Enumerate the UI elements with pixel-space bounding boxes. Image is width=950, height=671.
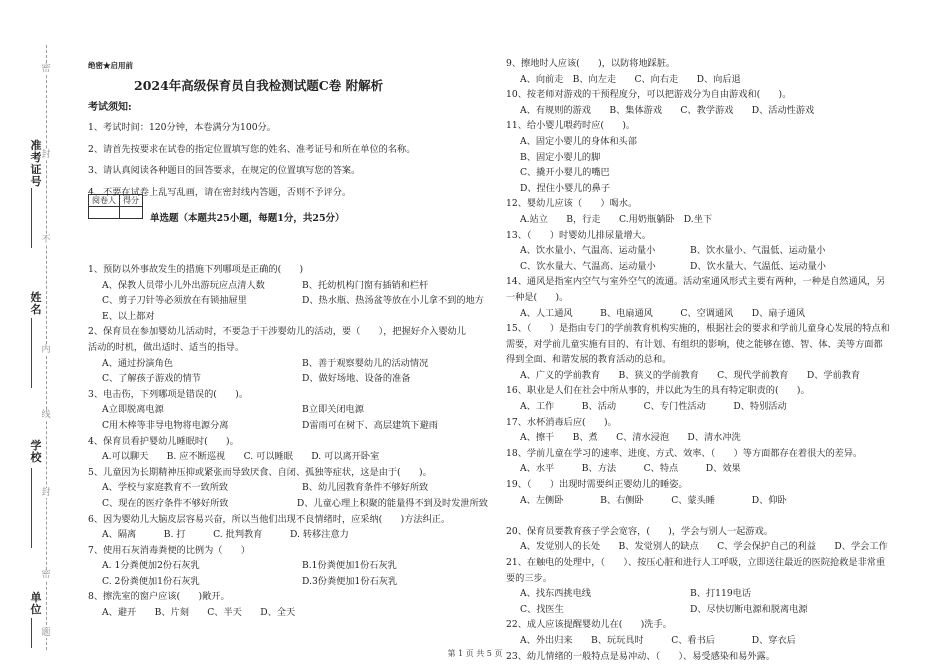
option-b: B、善于观察婴幼儿的活动情况 xyxy=(302,357,429,369)
question-text: 一种是( )。 xyxy=(506,291,569,303)
question-text: 21、在触电的处理中，（ ）、按压心脏和进行人工呼吸，立即送往最近的医院抢救是非常重 xyxy=(506,557,886,568)
notice-heading: 考试须知: xyxy=(88,102,132,113)
answer-option xyxy=(88,574,488,590)
notice-item: 3、请认真阅读各种题目的回答要求，在规定的位置填写您的答案。 xyxy=(88,165,361,176)
seal-mark: 密 xyxy=(41,64,51,74)
option-a: C、了解孩子游戏的情节 xyxy=(102,373,201,385)
option-a: C、饮水量大、气温高、运动量小 xyxy=(520,260,656,272)
answer-option: A、避开 B、片刻 C、半天 D、全天 xyxy=(102,607,296,619)
option-a: A、找东西挑电线 xyxy=(520,588,591,600)
option-a: A立即脱离电源 xyxy=(102,404,164,416)
option-b: D、做好场地、设备的准备 xyxy=(302,373,411,385)
answer-option xyxy=(88,418,488,434)
notice-item: 1、考试时间：120分钟，本卷满分为100分。 xyxy=(88,122,276,133)
option-a: A、保教人员带小儿外出游玩应点清人数 xyxy=(102,279,265,291)
question-text: 9、擦地时人应该( )，以防将地踩脏。 xyxy=(506,58,676,69)
binding-margin xyxy=(0,0,70,671)
answer-option xyxy=(88,480,488,496)
question-text: 17、水杯消毒后应( )。 xyxy=(506,416,617,428)
option-a: A、通过扮演角色 xyxy=(102,357,173,369)
answer-option xyxy=(506,602,926,618)
option-b: D、尽快切断电源和脱离电源 xyxy=(690,603,808,615)
seal-mark: 密 xyxy=(41,570,51,580)
answer-option: A、外出归来 B、玩玩具时 C、看书后 D、穿衣后 xyxy=(520,634,796,646)
option-b: B、托幼机构门窗有插销和栏杆 xyxy=(302,279,429,291)
option-b: B.1份粪便加1份石灰乳 xyxy=(302,560,397,572)
question-text: 12、婴幼儿应该（ ）喝水。 xyxy=(506,198,638,210)
answer-option: A、水平 B、方法 C、特点 D、效果 xyxy=(520,463,741,475)
notice-item: 2、请首先按要求在试卷的指定位置填写您的姓名、准考证号和所在单位的名称。 xyxy=(88,143,416,155)
question-text: 2、保育员在参加婴幼儿活动时，不要急于干涉婴幼儿的活动，要（ ），把握好介入婴幼儿 xyxy=(88,326,466,338)
page-title: 2024年高级保育员自我检测试题C卷 附解析 xyxy=(134,78,384,93)
answer-option xyxy=(88,356,488,372)
option-b: D、儿童心理上积聚的能量得不到及时发泄所致 xyxy=(296,497,488,509)
question-text: 13、（ ）时婴幼儿排尿量增大。 xyxy=(506,229,651,241)
binding-label-unit: 单 位 xyxy=(30,591,42,616)
option-b: D.3份粪便加1份石灰乳 xyxy=(302,575,398,587)
question-text: 22、成人应该提醒婴幼儿在( )洗手。 xyxy=(506,619,672,631)
binding-label-exam-id: 准 考 证 号 xyxy=(30,139,42,188)
answer-option xyxy=(88,402,488,418)
answer-option: A、广义的学前教育 B、狭义的学前教育 C、现代学前教育 D、学前教育 xyxy=(520,369,861,381)
question-text: 4、保育员看护婴幼儿睡眠时( )。 xyxy=(88,435,239,447)
question-text: 8、擦洗室的窗户应该( )敞开。 xyxy=(88,591,230,603)
question-text: 6、因为婴幼儿大脑皮层容易兴奋，所以当他们出现不良情绪时，应采纳( )方法纠正。 xyxy=(88,513,451,525)
option-b: D雷雨可在树下、高层建筑下避雨 xyxy=(302,419,438,431)
answer-option: A.可以聊天 B. 应不断巡视 C. 可以睡眠 D. 可以离开卧室 xyxy=(102,451,380,463)
answer-option xyxy=(88,496,488,512)
answer-option: A、发觉别人的长处 B、发觉别人的缺点 C、学会保护自己的利益 D、学会工作 xyxy=(520,541,888,553)
seal-mark: 不 xyxy=(41,235,51,245)
option-a: C、现在的医疗条件不够好所致 xyxy=(102,497,229,509)
question-text: 15、（ ）是指由专门的学前教育机构实施的，根据社会的要求和学前儿童身心发展的特点和 xyxy=(506,323,890,335)
seal-mark: 线 xyxy=(41,410,51,420)
answer-option xyxy=(506,586,926,602)
answer-option: A、向前走 B、向左走 C、向右走 D、向后退 xyxy=(520,73,741,85)
question-text: 14、通风是指室内空气与室外空气的流通。活动室通风形式主要有两种，一种是自然通风，另 xyxy=(506,276,886,288)
answer-option: A、人工通风 B、电扇通风 C、空调通风 D、扇子通风 xyxy=(520,307,806,319)
option-b: B、打119电话 xyxy=(690,588,752,600)
option-a: C用木棒等非导电物将电源分离 xyxy=(102,419,229,431)
answer-option: B、固定小婴儿的脚 xyxy=(520,151,601,163)
answer-option: A、工作 B、活动 C、专门性活动 D、特别活动 xyxy=(520,401,787,413)
answer-option: C、撬开小婴儿的嘴巴 xyxy=(520,167,610,179)
option-a: A、学校与家庭教育不一致所致 xyxy=(102,482,229,494)
score-table-grader: 阅卷人 xyxy=(89,195,120,207)
option-a: C. 2份粪便加1份石灰乳 xyxy=(102,575,200,587)
question-text: 20、保育员要教育孩子学会宽容，( )，学会与别人一起游戏。 xyxy=(506,525,773,537)
answer-option xyxy=(88,278,488,294)
option-b: D、热水瓶、热汤盆等放在小儿拿不到的地方 xyxy=(302,295,484,307)
question-text: 活动的时机，做出适时、适当的指导。 xyxy=(88,341,245,353)
option-a: A、饮水量小、气温高、运动量小 xyxy=(520,245,656,257)
question-text: 得到全面、和谐发展的教育活动的总和。 xyxy=(506,354,672,366)
question-text: 16、职业是人们在社会中所从事的，并以此为生的具有特定职责的( )。 xyxy=(506,385,810,397)
binding-label-school: 学 校 xyxy=(30,439,42,464)
answer-option: A、有规则的游戏 B、集体游戏 C、教学游戏 D、活动性游戏 xyxy=(520,104,815,116)
questions-left-column xyxy=(88,262,488,621)
question-text: 5、儿童因为长期精神压抑或紧张而导致厌食、自闭、孤独等症状，这是由于( )。 xyxy=(88,466,432,478)
seal-mark: 封 xyxy=(41,150,51,160)
answer-option: A、隔离 B. 打 C. 批判教育 D. 转移注意力 xyxy=(102,529,349,541)
section-heading: 单选题（本题共25小题，每题1分，共25分） xyxy=(150,213,345,224)
question-text: 10、按老师对游戏的干预程度分，可以把游戏分为自由游戏和( )。 xyxy=(506,89,792,101)
option-a: A. 1分粪便加2份石灰乳 xyxy=(102,560,200,572)
question-text: 3、电击伤，下列哪项是错误的( )。 xyxy=(88,388,249,400)
binding-label-name: 姓 名 xyxy=(30,291,42,316)
question-text: 23、幼儿情绪的一般特点是易冲动、（ ）、易受感染和易外露。 xyxy=(506,650,775,662)
answer-option: A、左侧卧 B、右侧卧 C、蒙头睡 D、仰卧 xyxy=(520,494,787,506)
secret-label: 绝密★启用前 xyxy=(88,61,133,70)
answer-option xyxy=(506,259,926,275)
answer-option: D、捏住小婴儿的鼻子 xyxy=(520,182,611,194)
option-b: D、饮水量大、气温低、运动量小 xyxy=(690,260,826,272)
page-footer: 第 1 页 共 5 页 xyxy=(447,649,503,658)
option-b: B、幼儿园教育条件不够好所致 xyxy=(302,482,429,494)
score-table xyxy=(88,194,143,219)
questions-right-column xyxy=(506,56,926,664)
option-a: C、找医生 xyxy=(520,603,564,615)
answer-option xyxy=(506,243,926,259)
answer-option: A、擦干 B、煮 C、清水浸泡 D、清水冲洗 xyxy=(520,432,741,444)
question-text: 需要，对学前儿童实施有目的、有计划、有组织的影响，使之能够在德、智、体、美等方面都 xyxy=(506,338,883,350)
question-text: 18、学前儿童在学习的速率、进度、方式、效率、（ ）等方面都存在着很大的差异。 xyxy=(506,447,863,459)
question-text xyxy=(506,508,926,524)
seal-mark: 内 xyxy=(41,345,51,355)
seal-mark: 封 xyxy=(41,488,51,498)
option-b: B、饮水量小、气温低、运动量小 xyxy=(690,245,826,257)
question-text: 11、给小婴儿喂药时应( )。 xyxy=(506,120,636,132)
answer-option: A、固定小婴儿的身体和头部 xyxy=(520,135,637,147)
answer-option: E、以上都对 xyxy=(102,310,155,322)
option-b: B立即关闭电源 xyxy=(302,404,364,416)
question-text: 7、使用石灰消毒粪便的比例为（ ） xyxy=(88,544,251,556)
notice-item: 4、不要在试卷上乱写乱画，请在密封线内答题，否则不予评分。 xyxy=(88,186,352,198)
answer-option xyxy=(88,293,488,309)
question-text: 19、（ ）出现时需要纠正婴幼儿的睡姿。 xyxy=(506,479,688,491)
answer-option xyxy=(88,371,488,387)
score-table-score: 得分 xyxy=(120,195,143,207)
question-text: 要的三步。 xyxy=(506,572,552,584)
answer-option: A.站立 B，行走 C.用奶瓶躺卧 D.坐下 xyxy=(520,213,713,225)
notice-list xyxy=(88,117,415,203)
question-text: 1、预防以外事故发生的措施下列哪项是正确的( ) xyxy=(88,264,304,275)
answer-option xyxy=(88,558,488,574)
option-a: C、剪子刀针等必须放在有锁抽屉里 xyxy=(102,295,247,307)
seal-mark: 题 xyxy=(41,628,51,638)
